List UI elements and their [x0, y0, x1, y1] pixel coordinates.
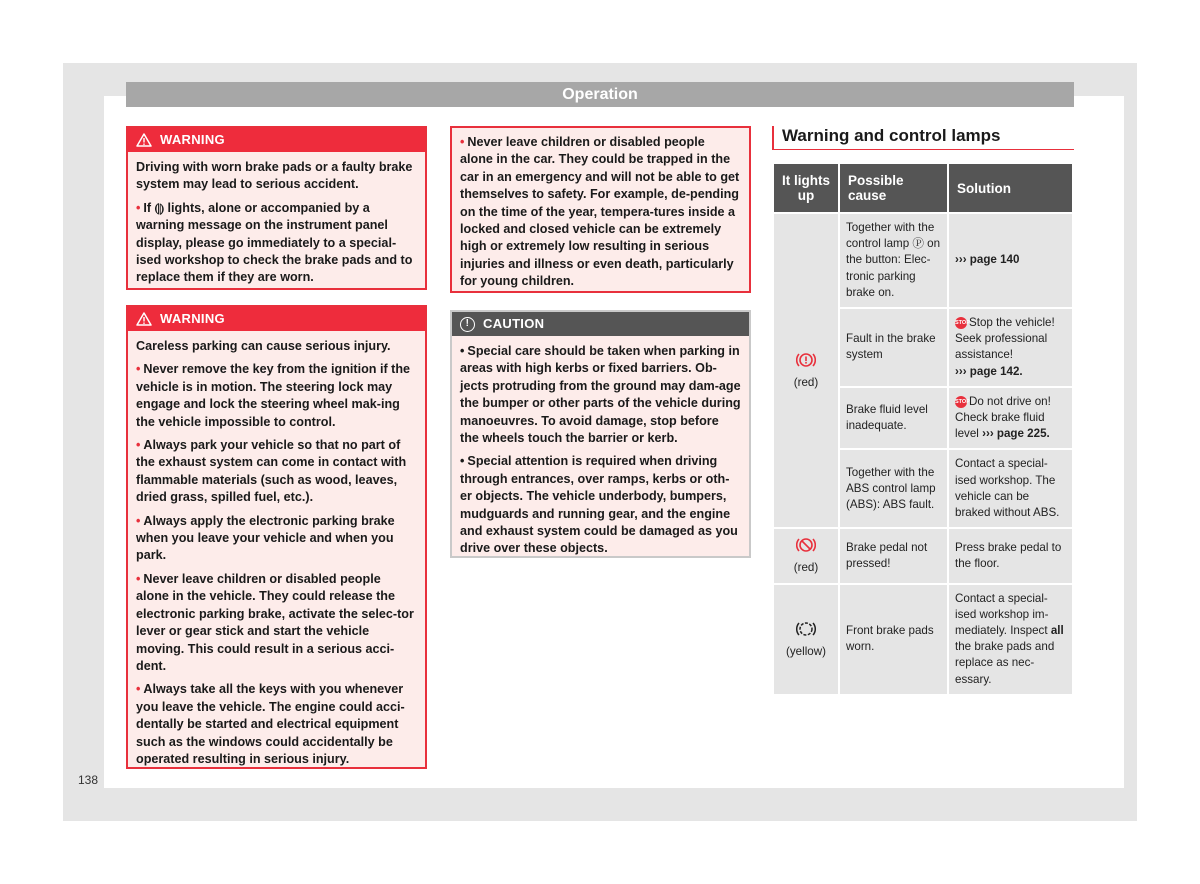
- warning-bullet: • Never leave children or disabled people alone in the car. They could be trapped in the car in an emergency and will not be able to get themselves to safety. For example, de-pending on the time of the year, tempera-tures inside a locked and closed vehicle can be extremely high or extremely low resulting in serious injuries and illness or even death, particularly for young children.: [460, 135, 740, 289]
- solution-cell: [949, 214, 1072, 307]
- stop-icon: STOP: [955, 396, 967, 408]
- warning-box-continued: [450, 126, 751, 293]
- cause-cell: Brake fluid level inadequate.: [840, 388, 947, 449]
- column-header: It lights up: [774, 164, 838, 212]
- caution-bullet: • Special attention is required when driving through entrances, over ramps, kerbs or oth-er objects. The vehicle underbody, bumpers, mudguards and running gear, and the engine and exhaust system could be damaged as you drive over these objects.: [460, 454, 738, 556]
- cause-cell: Brake pedal not pressed!: [840, 529, 947, 582]
- warning-header: [128, 128, 425, 152]
- brake-warning-lamp-icon: [796, 350, 816, 370]
- warning-bullet: • Never remove the key from the ignition if the vehicle is in motion. The steering lock may engage and lock the steering wheel mak-ing the vehicle impossible to control.: [136, 362, 411, 429]
- cause-cell: Fault in the brake system: [840, 309, 947, 386]
- brake-pads-lamp-icon: [796, 619, 816, 639]
- warning-intro: Careless parking can cause serious injury.: [136, 339, 391, 353]
- section-title: Warning and control lamps: [782, 126, 1001, 145]
- warning-bullet: • Always park your vehicle so that no part of the exhaust system can come in contact with flammable materials (such as wood, leaves, dried grass, spilled fuel, etc.).: [136, 438, 407, 505]
- lamp-color: (red): [793, 376, 819, 390]
- caution-bullet: • Special care should be taken when parking in areas with high kerbs or fixed barriers. Ob-jects protruding from the ground may dam-age the bumper or other parts of the vehicle during manoeuvres. To avoid damage, stop before the wheels touch the barrier or kerb.: [460, 344, 741, 446]
- caution-header: [452, 312, 749, 336]
- lamp-color: (yellow): [786, 644, 826, 658]
- lamp-color: (red): [793, 561, 819, 575]
- warning-label: WARNING: [160, 132, 225, 147]
- page-link[interactable]: ››› page 225.: [982, 427, 1050, 441]
- solution-cell: Contact a special-ised workshop. The vehicle can be braked without ABS.: [949, 450, 1072, 527]
- lamp-cell: [774, 529, 838, 582]
- warning-box-brake-pads: [126, 126, 427, 290]
- warning-bullet: • Never leave children or disabled people alone in the vehicle. They could release the electronic parking brake, activate the selec-tor lever or gear stick and start the vehicle moving. This could result in a serious acci-dent.: [136, 571, 414, 673]
- lamp-cell: [774, 585, 838, 694]
- stop-icon: STOP: [955, 317, 967, 329]
- table-row: [774, 585, 1072, 694]
- cause-cell: Together with the ABS control lamp (ABS): ABS fault.: [840, 450, 947, 527]
- warning-label: WARNING: [160, 311, 225, 326]
- solution-cell: STOPDo not drive on! Check brake fluid level ››› page 225.: [949, 388, 1072, 449]
- warning-triangle-icon: [136, 133, 152, 147]
- title-underline: [772, 149, 1074, 150]
- page-link[interactable]: ››› page 142.: [955, 364, 1023, 378]
- table-row: [774, 214, 1072, 307]
- section-header: Operation: [126, 82, 1074, 107]
- solution-cell: Contact a special-ised workshop im-mediately. Inspect all the brake pads and replace as nec-essary.: [949, 585, 1072, 694]
- warning-bullet: • Always take all the keys with you whenever you leave the vehicle. The engine could acci-dentally be started and electrical equipment such as the windows could accidentally be operated resulting in serious injury.: [136, 682, 405, 766]
- column-header: Solution: [949, 164, 1072, 212]
- lamps-table: [772, 162, 1074, 696]
- caution-label: CAUTION: [483, 316, 545, 331]
- page-number: 138: [78, 773, 99, 787]
- warning-header: [128, 307, 425, 331]
- warning-intro: Driving with worn brake pads or a faulty brake system may lead to serious accident.: [136, 160, 413, 192]
- brake-pedal-lamp-icon: [796, 535, 816, 555]
- title-accent-bar: [772, 126, 774, 150]
- solution-cell: Press brake pedal to the floor.: [949, 529, 1072, 582]
- warning-box-parking: [126, 305, 427, 769]
- solution-cell: STOPStop the vehicle! Seek professional assistance! ››› page 142.: [949, 309, 1072, 386]
- warning-bullet: • Always apply the electronic parking brake when you leave your vehicle and when you park.: [136, 513, 395, 563]
- cause-cell: Front brake pads worn.: [840, 585, 947, 694]
- table-row: [774, 529, 1072, 582]
- column-header: Possible cause: [840, 164, 947, 212]
- cause-cell: Together with the control lamp Ⓟ on the button: Elec-tronic parking brake on.: [840, 214, 947, 307]
- lamp-cell: [774, 214, 838, 527]
- warning-triangle-icon: [136, 312, 152, 326]
- page-link[interactable]: ››› page 140: [955, 253, 1020, 267]
- caution-circle-icon: !: [460, 317, 475, 332]
- caution-box: [450, 310, 751, 558]
- warning-bullet: • If ⦇⦈ lights, alone or accompanied by a warning message on the instrument panel display, please go immediately to a special-ised workshop to check the brake pads and to replace them if they are worn.: [136, 200, 413, 285]
